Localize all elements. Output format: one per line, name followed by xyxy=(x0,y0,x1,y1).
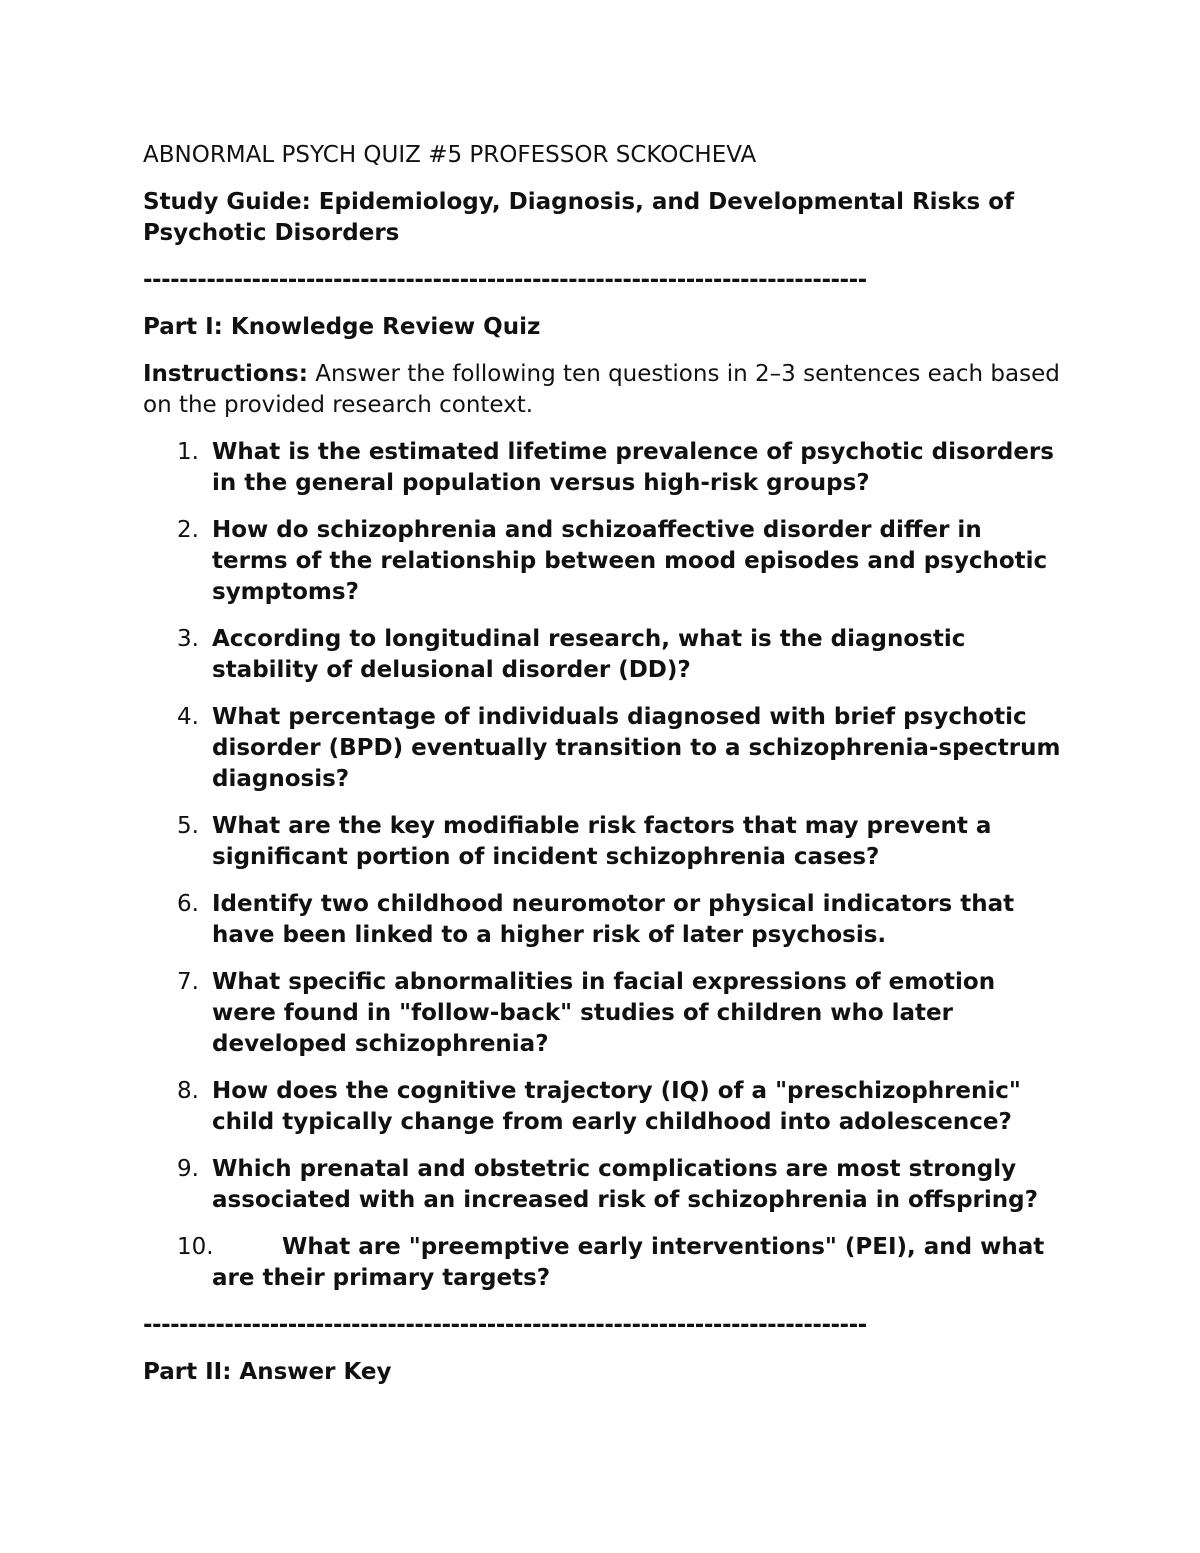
instructions xyxy=(143,359,1063,421)
study-guide-title: Study Guide: Epidemiology, Diagnosis, and Developmental Risks of Psychotic Disorders xyxy=(143,189,1015,246)
question-text: What percentage of individuals diagnosed with brief psychotic disorder (BPD) eventually transition to a schizophrenia-spectrum diagnosis? xyxy=(212,704,1061,792)
question-number: 3. xyxy=(177,626,199,652)
question-text: How does the cognitive trajectory (IQ) of a "preschizophrenic" child typically change from early childhood into adolescence? xyxy=(212,1078,1021,1135)
part-2-title: Part II: Answer Key xyxy=(143,1359,392,1385)
question-text: How do schizophrenia and schizoaffective disorder differ in terms of the relationship between mood episodes and psychotic symptoms? xyxy=(212,517,1048,605)
question-text: What are the key modifiable risk factors that may prevent a significant portion of incident schizophrenia cases? xyxy=(212,813,992,870)
question-item xyxy=(143,889,1063,951)
section-divider: -------------------------------------------------------------------------------- xyxy=(143,1312,867,1338)
question-number: 4. xyxy=(177,704,199,730)
question-item xyxy=(143,811,1063,873)
question-number: 8. xyxy=(177,1078,199,1104)
question-item xyxy=(143,1076,1063,1138)
question-number: 9. xyxy=(177,1156,199,1182)
question-number: 1. xyxy=(177,439,199,465)
question-number: 7. xyxy=(177,969,199,995)
question-number: 2. xyxy=(177,517,199,543)
question-item xyxy=(143,1154,1063,1216)
question-text: Identify two childhood neuromotor or physical indicators that have been linked to a higher risk of later psychosis. xyxy=(212,891,1015,948)
question-item xyxy=(143,702,1063,795)
instructions-label: Instructions: xyxy=(143,361,308,387)
question-text: What is the estimated lifetime prevalence of psychotic disorders in the general population versus high-risk groups? xyxy=(212,439,1054,496)
question-item xyxy=(143,437,1063,499)
question-number: 10. xyxy=(177,1234,214,1260)
question-text: What specific abnormalities in facial expressions of emotion were found in "follow-back" studies of children who later developed schizophrenia? xyxy=(212,969,996,1057)
question-text: Which prenatal and obstetric complications are most strongly associated with an increased risk of schizophrenia in offspring? xyxy=(212,1156,1038,1213)
question-item xyxy=(143,624,1063,686)
part-1-title: Part I: Knowledge Review Quiz xyxy=(143,314,541,340)
quiz-header: ABNORMAL PSYCH QUIZ #5 PROFESSOR SCKOCHEVA xyxy=(143,142,757,168)
question-number: 5. xyxy=(177,813,199,839)
instructions-text: Answer the following ten questions in 2–3 sentences each based on the provided research context. xyxy=(143,361,1060,418)
document-body xyxy=(143,140,1063,1404)
question-list xyxy=(143,437,1063,1294)
question-text: What are "preemptive early interventions" (PEI), and what are their primary targets? xyxy=(212,1234,1045,1291)
question-item xyxy=(143,515,1063,608)
question-text: According to longitudinal research, what is the diagnostic stability of delusional disorder (DD)? xyxy=(212,626,966,683)
question-number: 6. xyxy=(177,891,199,917)
section-divider: -------------------------------------------------------------------------------- xyxy=(143,267,867,293)
question-item xyxy=(143,967,1063,1060)
question-item xyxy=(143,1232,1063,1294)
